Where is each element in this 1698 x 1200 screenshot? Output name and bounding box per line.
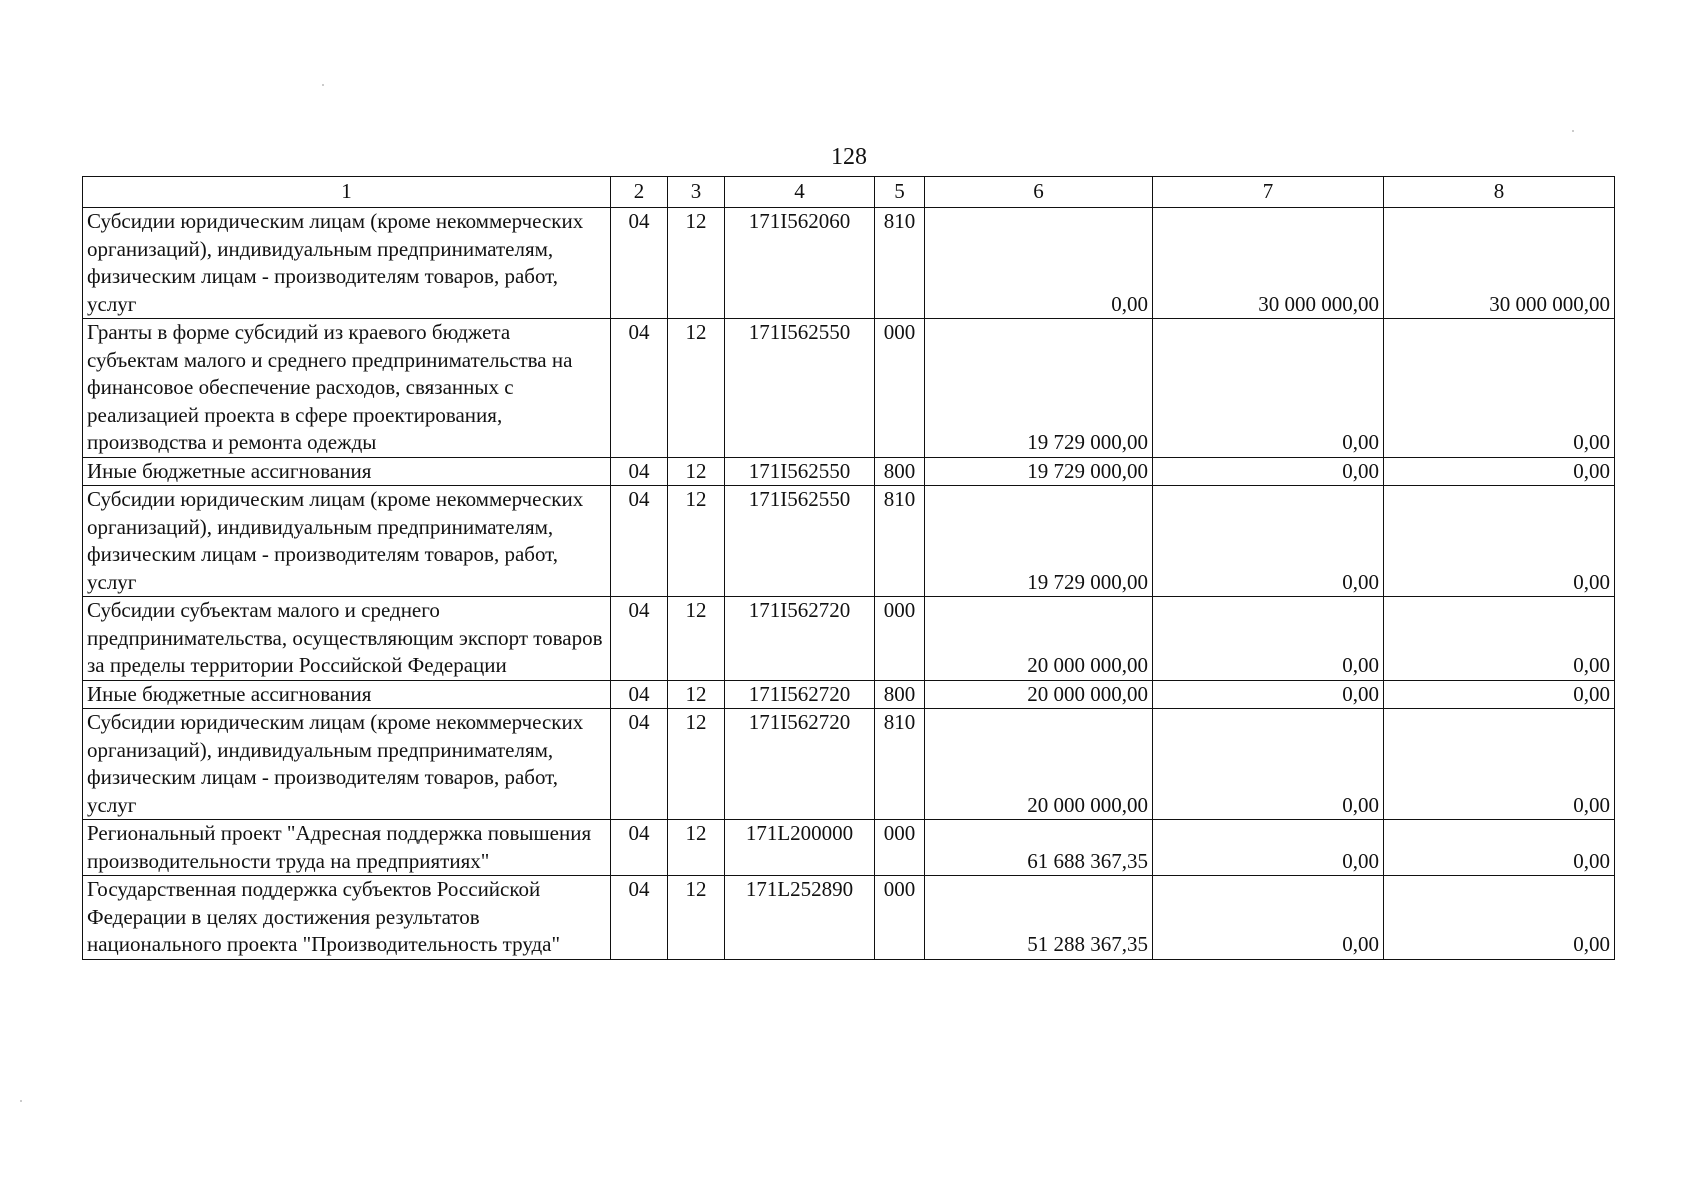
row-name: Иные бюджетные ассигнования (83, 457, 611, 486)
row-target-article: 171I562550 (725, 486, 875, 597)
row-subsection: 12 (668, 208, 725, 319)
row-amount-col7: 0,00 (1153, 319, 1384, 458)
row-amount-col8: 0,00 (1384, 319, 1615, 458)
table-row (83, 680, 1615, 709)
row-subsection: 12 (668, 820, 725, 876)
row-section: 04 (611, 208, 668, 319)
row-amount-col6: 51 288 367,35 (925, 876, 1153, 960)
row-section: 04 (611, 709, 668, 820)
table-row (83, 208, 1615, 319)
row-section: 04 (611, 597, 668, 681)
column-header-1: 1 (83, 177, 611, 208)
table-row (83, 820, 1615, 876)
table-row (83, 457, 1615, 486)
row-amount-col7: 0,00 (1153, 597, 1384, 681)
row-amount-col8: 30 000 000,00 (1384, 208, 1615, 319)
row-amount-col8: 0,00 (1384, 820, 1615, 876)
row-amount-col8: 0,00 (1384, 876, 1615, 960)
row-target-article: 171I562550 (725, 319, 875, 458)
table-row (83, 319, 1615, 458)
row-name: Субсидии юридическим лицам (кроме некоммерческих организаций), индивидуальным предпринимателям, физическим лицам - производителям товаров, работ, услуг (83, 208, 611, 319)
row-expense-type: 000 (875, 319, 925, 458)
row-amount-col7: 0,00 (1153, 876, 1384, 960)
row-amount-col8: 0,00 (1384, 597, 1615, 681)
row-amount-col7: 0,00 (1153, 820, 1384, 876)
row-amount-col6: 20 000 000,00 (925, 597, 1153, 681)
row-amount-col7: 0,00 (1153, 709, 1384, 820)
row-target-article: 171I562060 (725, 208, 875, 319)
row-subsection: 12 (668, 457, 725, 486)
row-expense-type: 000 (875, 820, 925, 876)
row-target-article: 171I562550 (725, 457, 875, 486)
row-expense-type: 810 (875, 709, 925, 820)
column-header-2: 2 (611, 177, 668, 208)
row-expense-type: 000 (875, 597, 925, 681)
row-expense-type: 000 (875, 876, 925, 960)
row-amount-col6: 19 729 000,00 (925, 486, 1153, 597)
table-row (83, 709, 1615, 820)
row-subsection: 12 (668, 486, 725, 597)
row-name: Субсидии субъектам малого и среднего предпринимательства, осуществляющим экспорт товаров за пределы территории Российской Федерации (83, 597, 611, 681)
row-name: Государственная поддержка субъектов Российской Федерации в целях достижения результатов национального проекта "Производительность труда" (83, 876, 611, 960)
scan-speck (20, 1100, 22, 1102)
column-header-3: 3 (668, 177, 725, 208)
row-target-article: 171L252890 (725, 876, 875, 960)
row-subsection: 12 (668, 597, 725, 681)
column-header-7: 7 (1153, 177, 1384, 208)
row-subsection: 12 (668, 319, 725, 458)
row-expense-type: 800 (875, 680, 925, 709)
row-amount-col6: 19 729 000,00 (925, 457, 1153, 486)
row-amount-col6: 0,00 (925, 208, 1153, 319)
column-header-4: 4 (725, 177, 875, 208)
row-amount-col7: 0,00 (1153, 457, 1384, 486)
row-target-article: 171I562720 (725, 597, 875, 681)
row-section: 04 (611, 680, 668, 709)
row-name: Региональный проект "Адресная поддержка повышения производительности труда на предприятиях" (83, 820, 611, 876)
row-section: 04 (611, 820, 668, 876)
row-amount-col6: 19 729 000,00 (925, 319, 1153, 458)
row-amount-col6: 61 688 367,35 (925, 820, 1153, 876)
row-amount-col8: 0,00 (1384, 486, 1615, 597)
row-name: Субсидии юридическим лицам (кроме некоммерческих организаций), индивидуальным предпринимателям, физическим лицам - производителям товаров, работ, услуг (83, 709, 611, 820)
row-section: 04 (611, 319, 668, 458)
header-row (83, 177, 1615, 208)
row-amount-col8: 0,00 (1384, 457, 1615, 486)
row-expense-type: 810 (875, 486, 925, 597)
row-amount-col7: 30 000 000,00 (1153, 208, 1384, 319)
row-amount-col6: 20 000 000,00 (925, 709, 1153, 820)
row-subsection: 12 (668, 680, 725, 709)
row-target-article: 171L200000 (725, 820, 875, 876)
row-amount-col7: 0,00 (1153, 486, 1384, 597)
row-amount-col6: 20 000 000,00 (925, 680, 1153, 709)
row-amount-col8: 0,00 (1384, 709, 1615, 820)
row-name: Субсидии юридическим лицам (кроме некоммерческих организаций), индивидуальным предпринимателям, физическим лицам - производителям товаров, работ, услуг (83, 486, 611, 597)
row-target-article: 171I562720 (725, 709, 875, 820)
page-number: 128 (831, 144, 867, 170)
scan-speck (322, 84, 324, 86)
row-subsection: 12 (668, 876, 725, 960)
row-amount-col7: 0,00 (1153, 680, 1384, 709)
row-section: 04 (611, 457, 668, 486)
row-expense-type: 810 (875, 208, 925, 319)
row-expense-type: 800 (875, 457, 925, 486)
row-name: Иные бюджетные ассигнования (83, 680, 611, 709)
table-row (83, 486, 1615, 597)
column-header-6: 6 (925, 177, 1153, 208)
budget-table (82, 176, 1615, 960)
column-header-5: 5 (875, 177, 925, 208)
row-section: 04 (611, 486, 668, 597)
row-section: 04 (611, 876, 668, 960)
column-header-8: 8 (1384, 177, 1615, 208)
row-amount-col8: 0,00 (1384, 680, 1615, 709)
scan-speck (1572, 130, 1574, 132)
row-subsection: 12 (668, 709, 725, 820)
row-target-article: 171I562720 (725, 680, 875, 709)
table-row (83, 876, 1615, 960)
table-row (83, 597, 1615, 681)
row-name: Гранты в форме субсидий из краевого бюджета субъектам малого и среднего предпринимательства на финансовое обеспечение расходов, связанных с реализацией проекта в сфере проектирования, производства и ремонта одежды (83, 319, 611, 458)
